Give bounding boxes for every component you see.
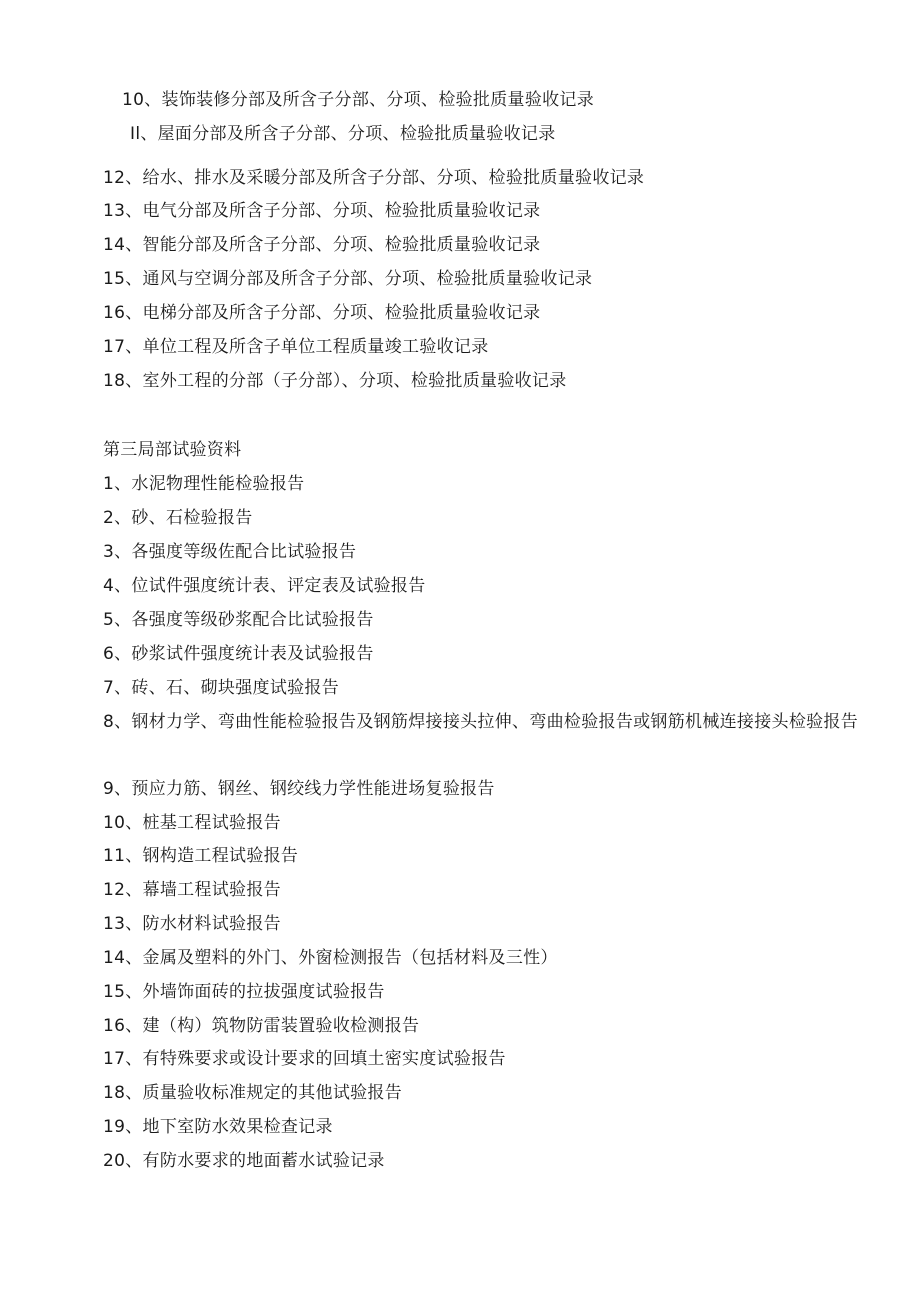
- list-item-17: 17、单位工程及所含子单位工程质量竣工验收记录: [103, 337, 489, 357]
- section-title: 第三局部试验资料: [103, 440, 242, 460]
- test-item-7: 7、砖、石、砌块强度试验报告: [103, 678, 340, 698]
- test-item-6: 6、砂浆试件强度统计表及试验报告: [103, 644, 374, 664]
- list-item-16: 16、电梯分部及所含子分部、分项、检验批质量验收记录: [103, 303, 541, 323]
- test-item-1: 1、水泥物理性能检验报告: [103, 474, 305, 494]
- test-item-3: 3、各强度等级佐配合比试验报告: [103, 542, 357, 562]
- list-item-15: 15、通风与空调分部及所含子分部、分项、检验批质量验收记录: [103, 269, 593, 289]
- test-item-2: 2、砂、石检验报告: [103, 508, 253, 528]
- list-item-13: 13、电气分部及所含子分部、分项、检验批质量验收记录: [103, 201, 541, 221]
- list-item-10: 10、装饰装修分部及所含子分部、分项、检验批质量验收记录: [122, 90, 595, 110]
- test-item-16: 16、建（构）筑物防雷装置验收检测报告: [103, 1016, 420, 1036]
- test-item-10: 10、桩基工程试验报告: [103, 813, 281, 833]
- list-item-12: 12、给水、排水及采暖分部及所含子分部、分项、检验批质量验收记录: [103, 168, 645, 188]
- test-item-19: 19、地下室防水效果检查记录: [103, 1117, 333, 1137]
- test-item-14: 14、金属及塑料的外门、外窗检测报告（包括材料及三性）: [103, 948, 558, 968]
- test-item-20: 20、有防水要求的地面蓄水试验记录: [103, 1151, 385, 1171]
- test-item-17: 17、有特殊要求或设计要求的回填土密实度试验报告: [103, 1049, 506, 1069]
- test-item-8: 8、钢材力学、弯曲性能检验报告及钢筋焊接接头拉伸、弯曲检验报告或钢筋机械连接接头检验报告: [103, 712, 859, 732]
- test-item-12: 12、幕墙工程试验报告: [103, 880, 281, 900]
- test-item-4: 4、位试件强度统计表、评定表及试验报告: [103, 576, 426, 596]
- test-item-5: 5、各强度等级砂浆配合比试验报告: [103, 610, 374, 630]
- list-item-14: 14、智能分部及所含子分部、分项、检验批质量验收记录: [103, 235, 541, 255]
- test-item-9: 9、预应力筋、钢丝、钢绞线力学性能进场复验报告: [103, 779, 495, 799]
- test-item-15: 15、外墙饰面砖的拉拔强度试验报告: [103, 982, 385, 1002]
- test-item-13: 13、防水材料试验报告: [103, 914, 281, 934]
- test-item-11: 11、钢构造工程试验报告: [103, 846, 299, 866]
- list-item-11: Il、屋面分部及所含子分部、分项、检验批质量验收记录: [130, 124, 556, 144]
- list-item-18: 18、室外工程的分部（子分部）、分项、检验批质量验收记录: [103, 371, 567, 391]
- test-item-18: 18、质量验收标准规定的其他试验报告: [103, 1083, 403, 1103]
